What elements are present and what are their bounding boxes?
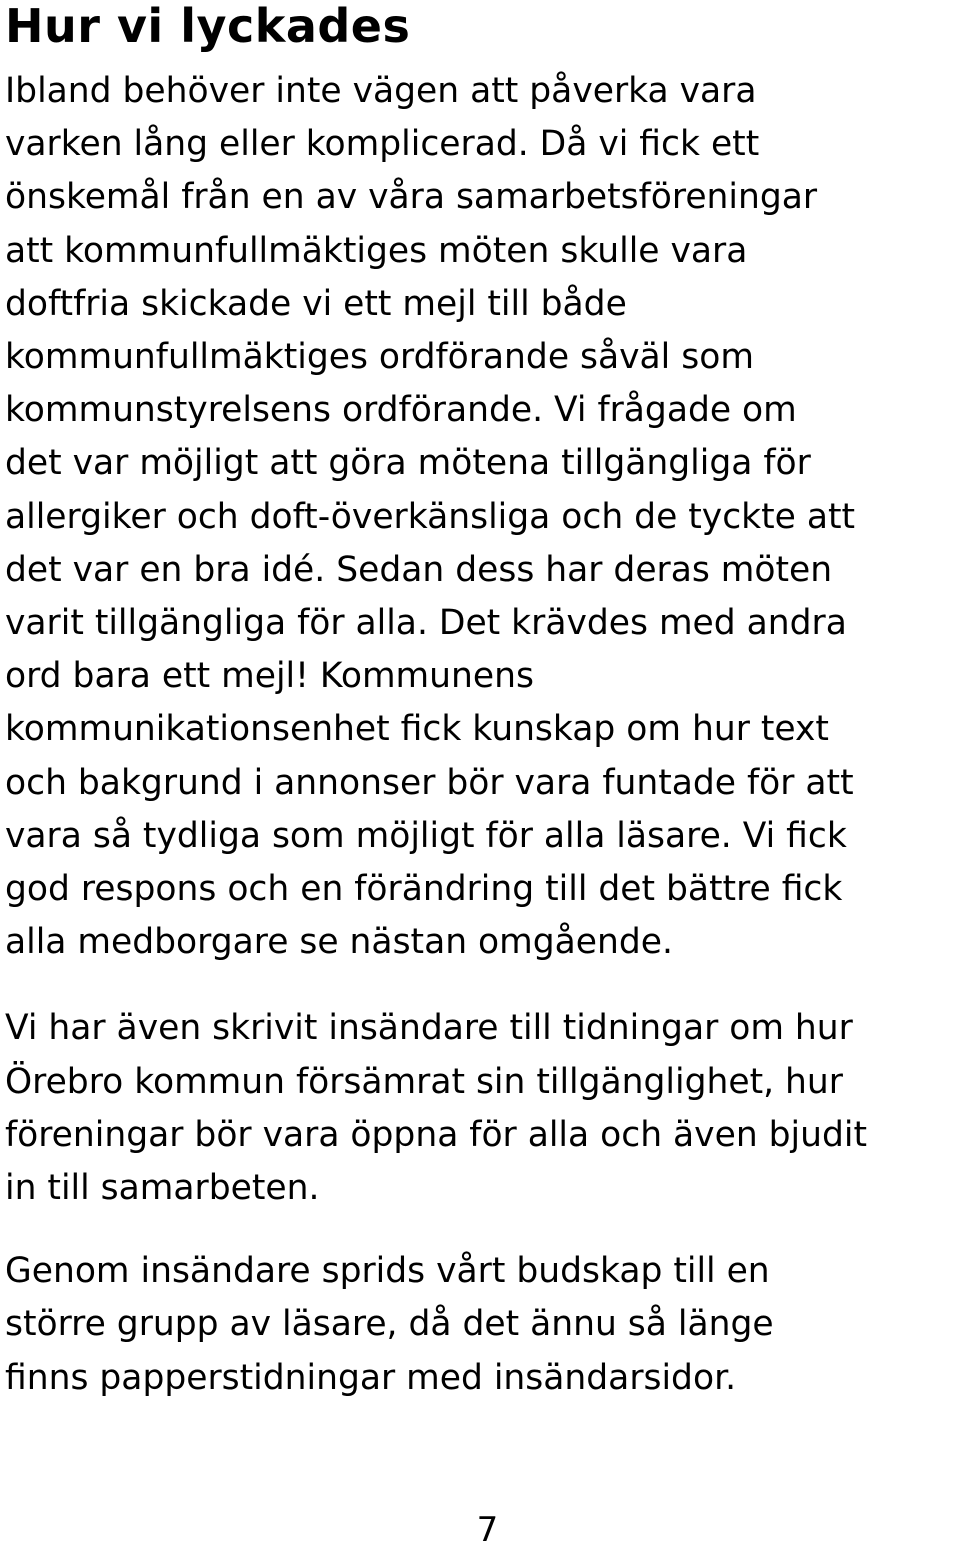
text-line: Genom insändare sprids vårt budskap till en xyxy=(5,1251,770,1292)
text-line: och bakgrund i annonser bör vara funtade för att xyxy=(5,762,854,803)
text-line: vara så tydliga som möjligt för alla läsare. Vi fick xyxy=(5,815,847,856)
text-line: doftfria skickade vi ett mejl till både xyxy=(5,283,627,324)
paragraph-accessibility-success xyxy=(5,65,960,969)
text-line: ord bara ett mejl! Kommunens xyxy=(5,656,534,697)
text-line: allergiker och doft-överkänsliga och de tyckte att xyxy=(5,496,856,537)
text-line: alla medborgare se nästan omgående. xyxy=(5,922,673,963)
text-line: in till samarbeten. xyxy=(5,1168,320,1209)
text-line: större grupp av läsare, då det ännu så länge xyxy=(5,1304,774,1345)
page-title: Hur vi lyckades xyxy=(5,0,411,53)
text-line: det var en bra idé. Sedan dess har deras möten xyxy=(5,549,833,590)
text-line: god respons och en förändring till det bättre fick xyxy=(5,869,843,910)
text-line: kommunstyrelsens ordförande. Vi frågade om xyxy=(5,390,797,431)
text-line: Ibland behöver inte vägen att påverka vara xyxy=(5,71,757,111)
text-line: varit tillgängliga för alla. Det krävdes med andra xyxy=(5,603,847,644)
text-line: Vi har även skrivit insändare till tidningar om hur xyxy=(5,1008,853,1049)
page-number: 7 xyxy=(476,1510,499,1550)
text-line: önskemål från en av våra samarbetsföreningar xyxy=(5,177,818,218)
text-line: kommunikationsenhet fick kunskap om hur text xyxy=(5,709,829,750)
text-line: det var möjligt att göra mötena tillgängliga för xyxy=(5,443,811,484)
text-line: att kommunfullmäktiges möten skulle vara xyxy=(5,230,748,271)
text-line: finns papperstidningar med insändarsidor. xyxy=(5,1357,737,1398)
document-page xyxy=(5,0,960,1405)
paragraph-message-spread xyxy=(5,1245,960,1405)
text-line: Örebro kommun försämrat sin tillgänglighet, hur xyxy=(5,1061,843,1102)
paragraph-letters-to-editor xyxy=(5,1002,960,1215)
text-line: föreningar bör vara öppna för alla och även bjudit xyxy=(5,1114,868,1155)
text-line: varken lång eller komplicerad. Då vi fick ett xyxy=(5,124,760,165)
text-line: kommunfullmäktiges ordförande såväl som xyxy=(5,337,754,378)
